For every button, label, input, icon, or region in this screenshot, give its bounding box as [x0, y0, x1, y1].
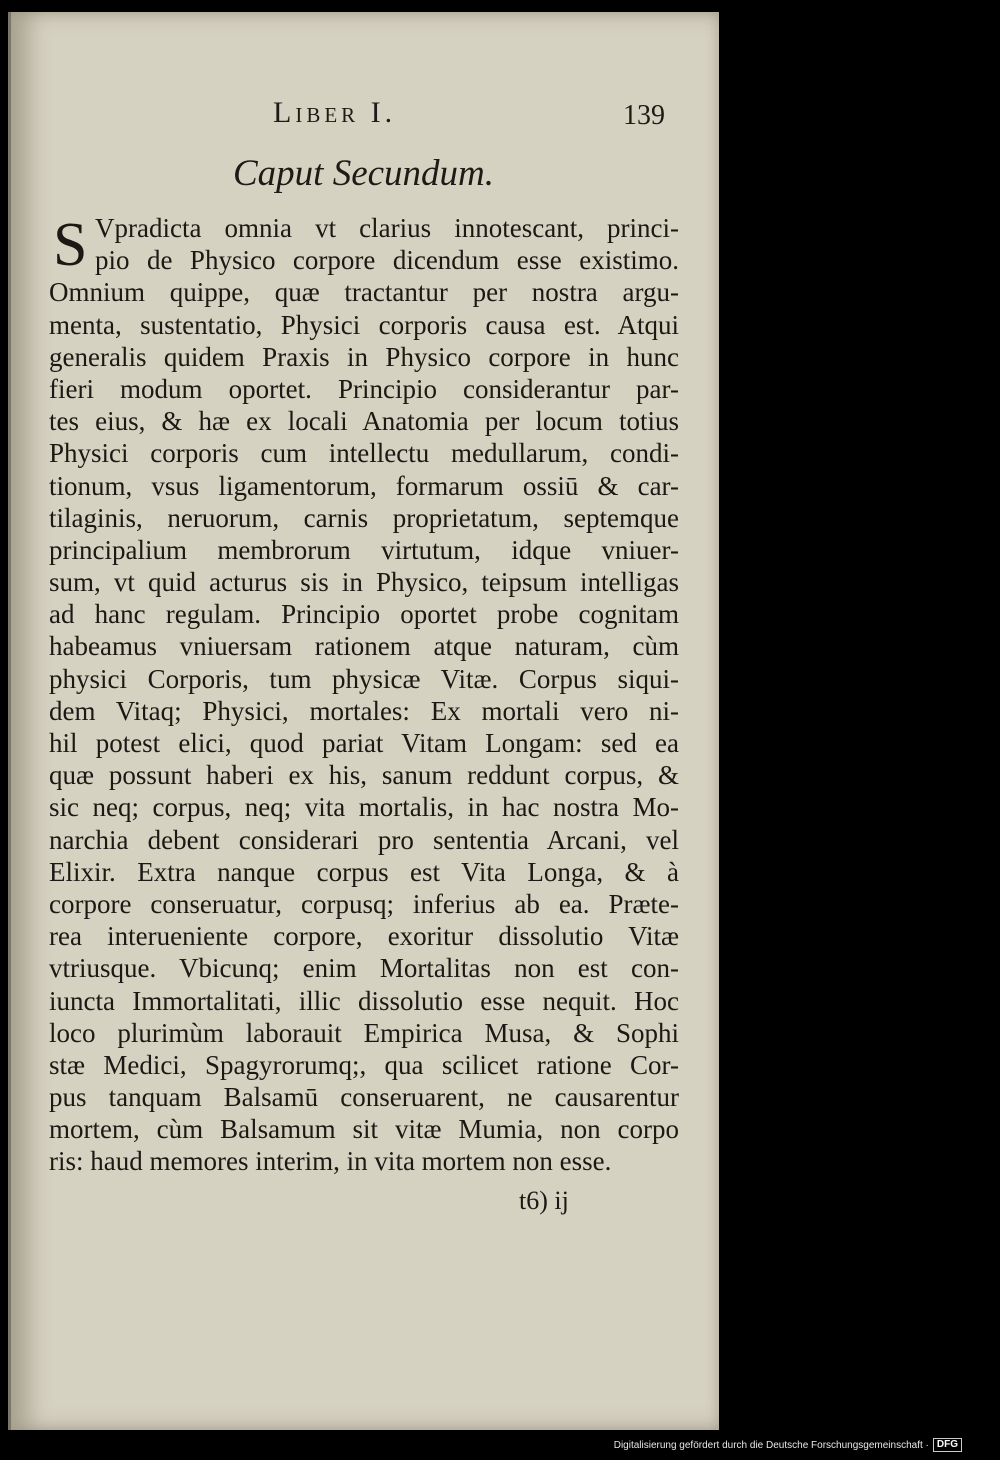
digitization-credit: [614, 1438, 962, 1452]
text-line: quæ possunt haberi ex his, sanum reddunt corpus, &: [49, 760, 679, 791]
text-line: ad hanc regulam. Principio oportet probe cognitam: [49, 599, 679, 630]
running-head: Liber I.: [273, 96, 397, 129]
text-line: mortem, cùm Balsamum sit vitæ Mumia, non corpo: [49, 1114, 679, 1145]
text-line: vtriusque. Vbicunq; enim Mortalitas non est con-: [49, 953, 679, 984]
text-line: tes eius, & hæ ex locali Anatomia per locum totius: [49, 406, 679, 437]
text-line: pus tanquam Balsamū conseruarent, ne causarentur: [49, 1082, 679, 1113]
text-line: Omnium quippe, quæ tractantur per nostra argu-: [49, 277, 679, 308]
page-content: [11, 12, 719, 1430]
text-line: Vpradicta omnia vt clarius innotescant, princi-: [95, 213, 679, 243]
text-line: iuncta Immortalitati, illic dissolutio esse nequit. Hoc: [49, 985, 679, 1016]
text-line: Elixir. Extra nanque corpus est Vita Longa, & à: [49, 856, 679, 887]
text-line: tilaginis, neruorum, carnis proprietatum, septemque: [49, 502, 679, 533]
text-line: menta, sustentatio, Physici corporis causa est. Atqui: [49, 309, 679, 340]
text-line: stæ Medici, Spagyrorumq;, qua scilicet ratione Cor-: [49, 1049, 679, 1080]
page-number: 139: [623, 100, 665, 131]
text-line: corpore conseruatur, corpusq; inferius ab ea. Præte-: [49, 888, 679, 919]
text-line: narchia debent considerari pro sententia Arcani, vel: [49, 824, 679, 855]
text-line: fieri modum oportet. Principio considerantur par-: [49, 373, 679, 404]
book-page: [8, 12, 719, 1430]
text-line: sum, vt quid acturus sis in Physico, teipsum intelligas: [49, 567, 679, 598]
text-line: Physici corporis cum intellectu medullarum, condi-: [49, 438, 679, 469]
text-line: generalis quidem Praxis in Physico corpore in hunc: [49, 341, 679, 372]
signature-mark: t6) ij: [519, 1186, 569, 1215]
text-line: pio de Physico corpore dicendum esse existimo.: [95, 245, 679, 276]
credit-text: Digitalisierung gefördert durch die Deutsche Forschungsgemeinschaft ·: [613, 1439, 929, 1451]
text-line: loco plurimùm laborauit Empirica Musa, & Sophi: [49, 1017, 679, 1048]
text-line: sic neq; corpus, neq; vita mortalis, in hac nostra Mo-: [49, 792, 679, 823]
text-line: principalium membrorum virtutum, idque vniuer-: [49, 534, 679, 565]
text-line: ris: haud memores interim, in vita mortem non esse.: [49, 1146, 612, 1177]
drop-capital: S: [53, 211, 88, 279]
text-line: habeamus vniuersam rationem atque naturam, cùm: [49, 631, 679, 662]
text-line: physici Corporis, tum physicæ Vitæ. Corpus siqui-: [49, 663, 679, 694]
text-line: rea interueniente corpore, exoritur dissolutio Vitæ: [49, 921, 679, 952]
chapter-title: Caput Secundum.: [233, 153, 495, 194]
text-line: dem Vitaq; Physici, mortales: Ex mortali vero ni-: [49, 695, 679, 726]
dfg-logo: DFG: [933, 1438, 962, 1452]
text-line: hil potest elici, quod pariat Vitam Longam: sed ea: [49, 728, 679, 758]
body-text: [49, 212, 679, 1178]
text-line: tionum, vsus ligamentorum, formarum ossiū & car-: [49, 470, 679, 501]
